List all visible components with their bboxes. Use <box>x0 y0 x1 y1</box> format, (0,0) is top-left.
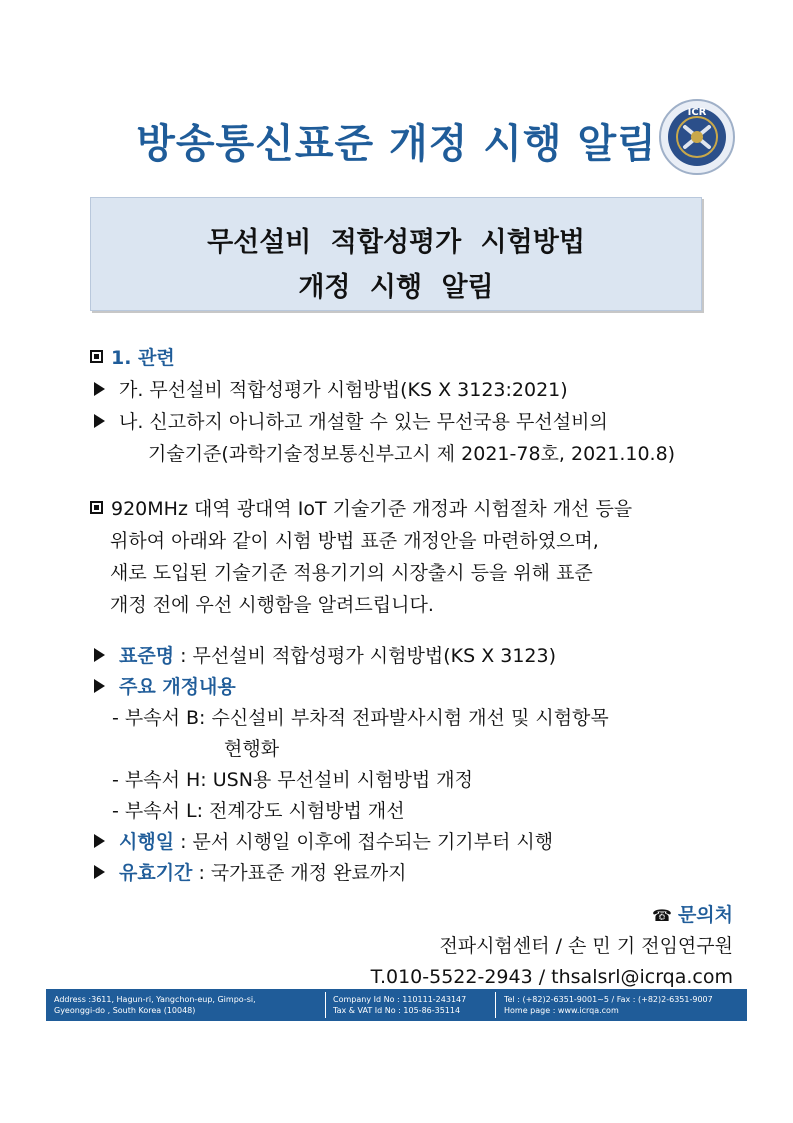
detail-value: : 국가표준 개정 완료까지 <box>192 862 407 884</box>
triangle-bullet-icon <box>94 834 105 848</box>
detail-validity <box>94 858 609 889</box>
section-heading <box>90 342 675 374</box>
detail-label: 시행일 <box>119 831 175 853</box>
subject-line-2: 개정 시행 알림 <box>298 272 494 303</box>
details-list <box>94 641 609 889</box>
subject-box <box>90 197 702 311</box>
change-item-continuation: 현행화 <box>224 738 280 760</box>
detail-changes <box>94 672 609 703</box>
triangle-bullet-icon <box>94 414 105 428</box>
detail-value: : 문서 시행일 이후에 접수되는 기기부터 시행 <box>174 831 554 853</box>
list-item <box>94 406 675 438</box>
footer-bar <box>46 989 747 1021</box>
notice-line: 새로 도입된 기술기준 적용기기의 시장출시 등을 위해 표준 <box>110 562 593 584</box>
detail-label: 주요 개정내용 <box>119 676 236 698</box>
list-item <box>94 374 675 406</box>
detail-label: 유효기간 <box>119 862 193 884</box>
detail-label: 표준명 <box>119 645 175 667</box>
section-related <box>90 342 675 470</box>
triangle-bullet-icon <box>94 679 105 693</box>
triangle-bullet-icon <box>94 648 105 662</box>
list-item-continuation: 기술기준(과학기술정보통신부고시 제 2021-78호, 2021.10.8) <box>148 443 676 465</box>
page-title: 방송통신표준 개정 시행 알림 <box>136 121 657 167</box>
contact-name: 전파시험센터 / 손 민 기 전임연구원 <box>439 935 733 957</box>
footer-company-line: Tax & VAT Id No : 105-86-35114 <box>333 1006 461 1015</box>
triangle-bullet-icon <box>94 865 105 879</box>
detail-standard <box>94 641 609 672</box>
notice-line: 개정 전에 우선 시행함을 알려드립니다. <box>110 594 434 616</box>
icr-logo <box>658 98 736 176</box>
notice-paragraph <box>90 493 632 621</box>
change-item: - 부속서 H: USN용 무선설비 시험방법 개정 <box>112 769 473 791</box>
footer-homepage[interactable]: Home page : www.icrqa.com <box>504 1006 619 1015</box>
detail-value: : 무선설비 적합성평가 시험방법(KS X 3123) <box>174 645 557 667</box>
logo-text: ICR <box>687 107 707 118</box>
contact-heading <box>371 900 733 931</box>
notice-line: 920MHz 대역 광대역 IoT 기술기준 개정과 시험절차 개선 등을 <box>111 498 633 520</box>
contact-info <box>371 900 733 993</box>
list-item-text: 가. 무선설비 적합성평가 시험방법(KS X 3123:2021) <box>119 379 568 401</box>
phone-icon: ☎ <box>652 906 672 925</box>
footer-address-line: Gyeonggi-do , South Korea (10048) <box>54 1006 196 1015</box>
footer-company-line: Company Id No : 110111-243147 <box>333 995 467 1004</box>
checkbox-square-icon <box>90 350 103 363</box>
contact-heading-label: 문의처 <box>677 904 733 926</box>
footer-divider <box>495 992 496 1018</box>
detail-effective <box>94 827 609 858</box>
subject-line-1: 무선설비 적합성평가 시험방법 <box>207 227 585 258</box>
footer-tel: Tel : (+82)2-6351-9001~5 / Fax : (+82)2-6351-9007 <box>504 995 713 1004</box>
contact-details[interactable]: T.010-5522-2943 / thsalsrl@icrqa.com <box>370 966 733 988</box>
section-heading-label: 1. 관련 <box>111 347 175 369</box>
footer-divider <box>325 992 326 1018</box>
footer-address <box>54 994 256 1016</box>
footer-address-line: Address :3611, Hagun-ri, Yangchon-eup, Gimpo-si, <box>54 995 256 1004</box>
triangle-bullet-icon <box>94 382 105 396</box>
footer-contact <box>504 994 713 1016</box>
footer-company <box>333 994 466 1016</box>
checkbox-square-icon <box>90 501 103 514</box>
notice-line: 위하여 아래와 같이 시험 방법 표준 개정안을 마련하였으며, <box>110 530 599 552</box>
list-item-text: 나. 신고하지 아니하고 개설할 수 있는 무선국용 무선설비의 <box>119 411 608 433</box>
change-item: - 부속서 L: 전계강도 시험방법 개선 <box>112 800 405 822</box>
change-item: - 부속서 B: 수신설비 부차적 전파발사시험 개선 및 시험항목 <box>112 707 609 729</box>
